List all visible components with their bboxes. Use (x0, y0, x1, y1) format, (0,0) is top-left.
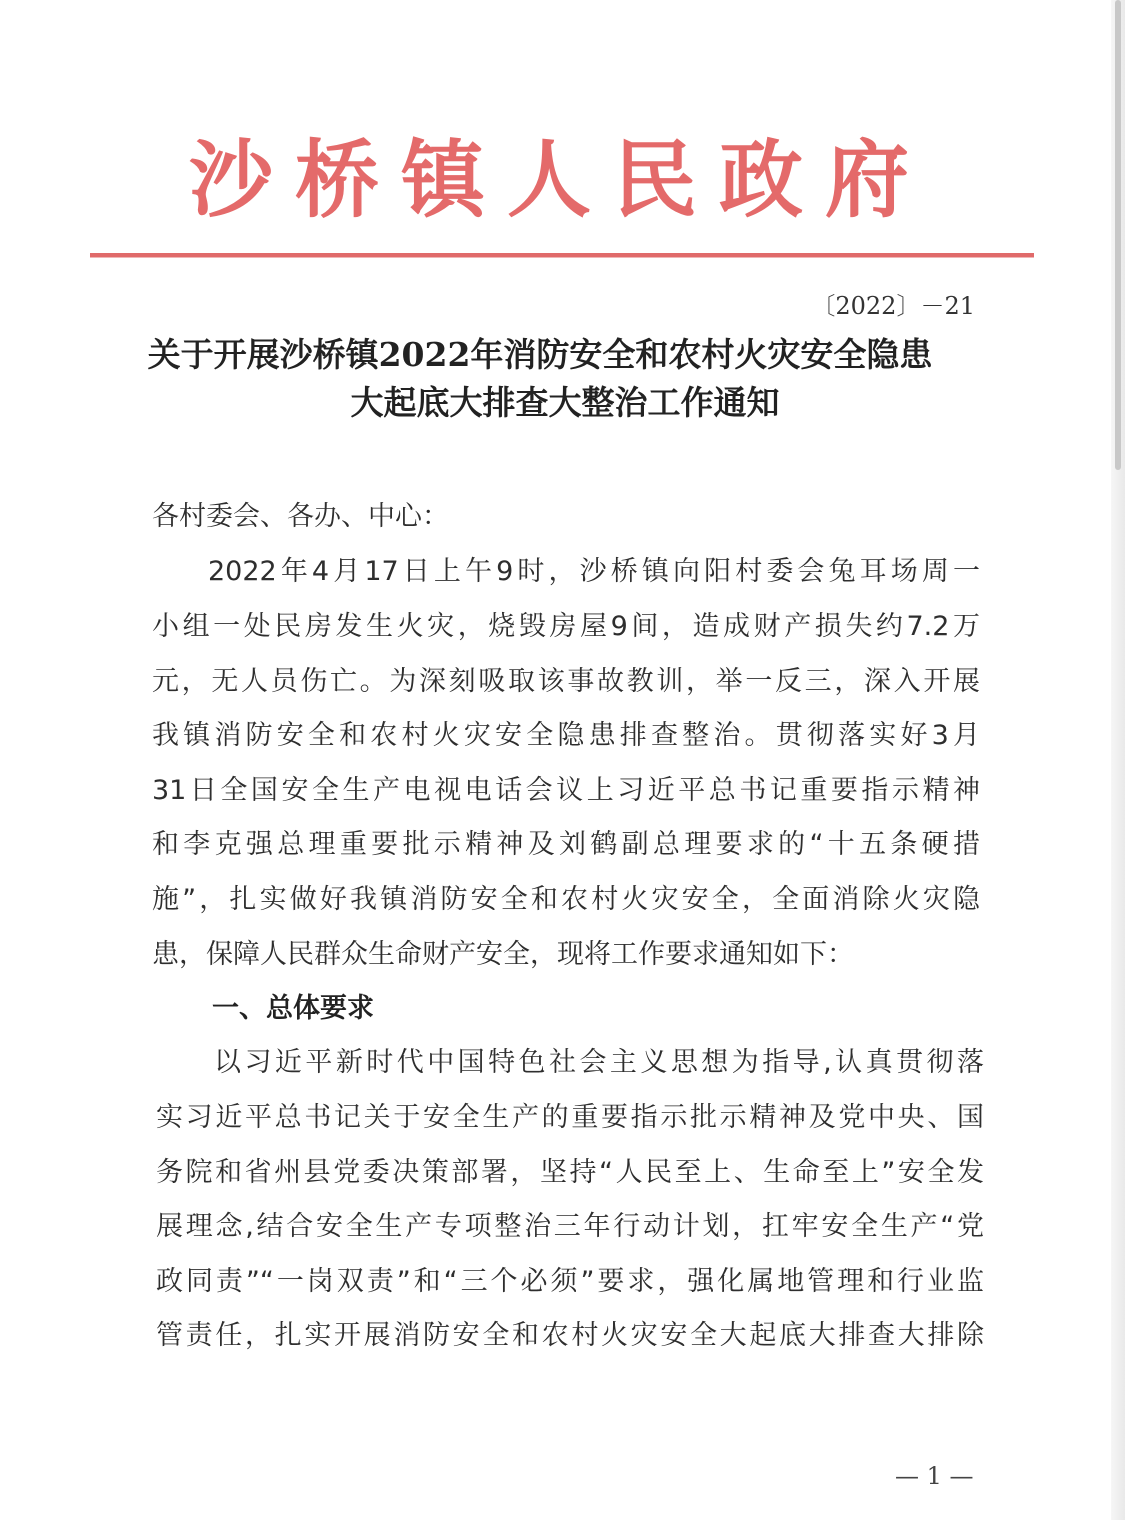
section-1-line-2: 实习近平总书记关于安全生产的重要指示批示精神及党中央、国 (156, 1102, 984, 1133)
section-1-line-5: 政同责”“一岗双责”和“三个必须”要求，强化属地管理和行业监 (156, 1266, 984, 1297)
intro-line-7: 施”，扎实做好我镇消防安全和农村火灾安全，全面消除火灾隐 (152, 884, 980, 915)
section-1-line-6: 管责任，扎实开展消防安全和农村火灾安全大起底大排查大排除 (156, 1320, 984, 1351)
section-1-line-3: 务院和省州县党委决策部署，坚持“人民至上、生命至上”安全发 (156, 1157, 984, 1188)
intro-line-5: 31日全国安全生产电视电话会议上习近平总书记重要指示精神 (152, 775, 980, 806)
letterhead-title: 沙桥镇人民政府 (188, 130, 931, 229)
intro-line-6: 和李克强总理重要批示精神及刘鹤副总理要求的“十五条硬措 (152, 829, 980, 860)
intro-line-2: 小组一处民房发生火灾，烧毁房屋9间，造成财产损失约7.2万 (152, 611, 980, 642)
document-title-line-1: 关于开展沙桥镇2022年消防安全和农村火灾安全隐患 (147, 335, 933, 374)
scrollbar-thumb[interactable] (1115, 0, 1121, 470)
section-1-heading: 一、总体要求 (212, 993, 374, 1024)
section-1-line-4: 展理念,结合安全生产专项整治三年行动计划，扛牢安全生产“党 (156, 1211, 984, 1242)
intro-line-3: 元，无人员伤亡。为深刻吸取该事故教训，举一反三，深入开展 (152, 666, 980, 697)
document-title-line-2: 大起底大排查大整治工作通知 (350, 383, 780, 422)
intro-line-1: 2022年4月17日上午9时，沙桥镇向阳村委会兔耳场周一 (208, 556, 980, 587)
letterhead-red-rule (90, 253, 1034, 258)
intro-line-8: 患，保障人民群众生命财产安全，现将工作要求通知如下： (152, 939, 854, 970)
document-number: 〔2022〕－21 (811, 292, 975, 320)
page-number: — 1 — (895, 1462, 974, 1490)
section-1-line-1: 以习近平新时代中国特色社会主义思想为指导,认真贯彻落 (214, 1047, 984, 1078)
salutation: 各村委会、各办、中心： (152, 501, 449, 532)
intro-line-4: 我镇消防安全和农村火灾安全隐患排查整治。贯彻落实好3月 (152, 720, 980, 751)
